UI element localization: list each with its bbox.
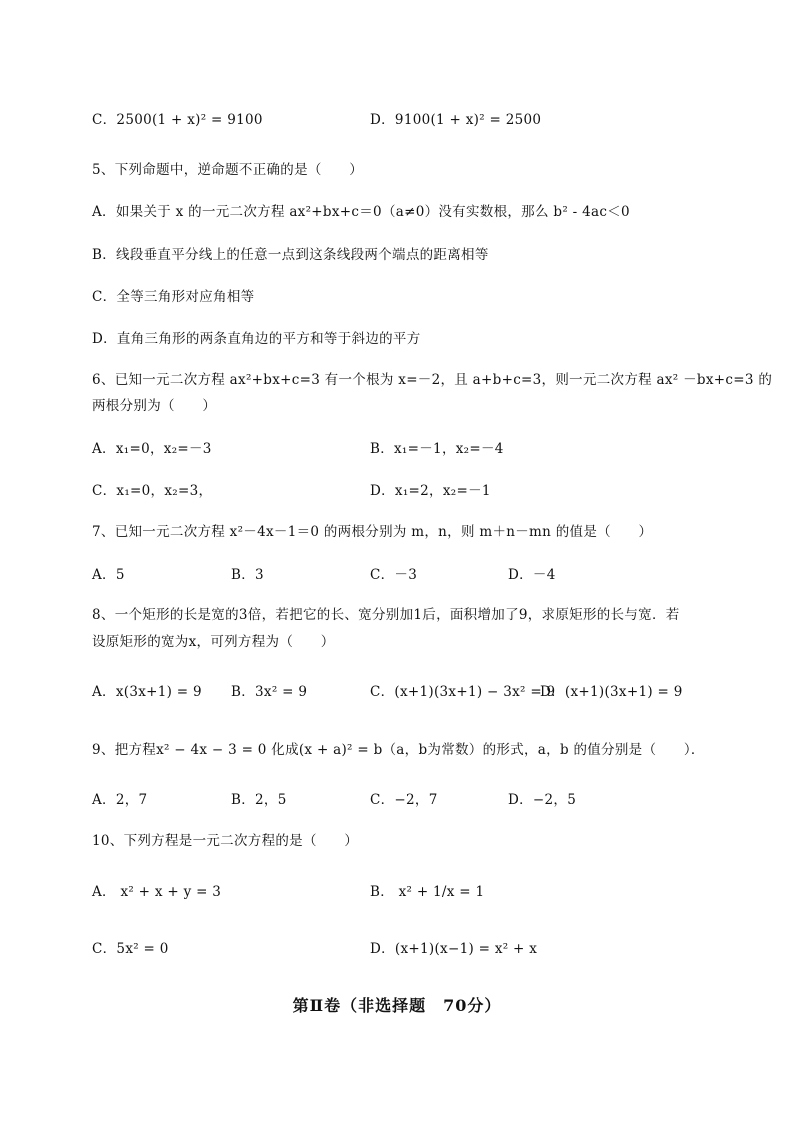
q5-option-c: C．全等三角形对应角相等 [92, 289, 255, 305]
q10-option-c: C．5x² = 0 [92, 941, 169, 957]
q10-option-d: D．(x+1)(x−1) = x² + x [370, 941, 538, 957]
q10-option-b: B． x² + 1/x = 1 [370, 884, 485, 900]
q8-option-c: C．(x+1)(3x+1) − 3x² = 9 [370, 684, 556, 700]
q9-stem: 9、把方程x² − 4x − 3 = 0 化成(x + a)² = b（a，b为常数）的形式，a，b 的值分别是（ ）． [92, 742, 705, 758]
q4-option-d: D．9100(1 + x)² = 2500 [370, 112, 542, 128]
q5-option-d: D．直角三角形的两条直角边的平方和等于斜边的平方 [92, 331, 421, 347]
section-heading: 第Ⅱ卷（非选择题 70分） [292, 996, 502, 1015]
q5-stem: 5、下列命题中，逆命题不正确的是（ ） [92, 162, 364, 178]
q8-stem-line2: 设原矩形的宽为x，可列方程为（ ） [92, 634, 335, 650]
q8-option-d: D．(x+1)(3x+1) = 9 [540, 684, 683, 700]
q8-option-a: A．x(3x+1) = 9 [92, 684, 202, 700]
q5-option-b: B．线段垂直平分线上的任意一点到这条线段两个端点的距离相等 [92, 247, 489, 263]
q7-option-c: C．－3 [370, 567, 418, 583]
q9-option-b: B．2，5 [231, 792, 287, 808]
q9-option-a: A．2，7 [92, 792, 148, 808]
q8-stem-line1: 8、一个矩形的长是宽的3倍，若把它的长、宽分别加1后，面积增加了9，求原矩形的长与宽．若 [92, 607, 680, 623]
q6-option-b: B．x₁=－1，x₂=－4 [370, 441, 504, 457]
q5-option-a: A．如果关于 x 的一元二次方程 ax²+bx+c＝0（a≠0）没有实数根，那么 b² - 4ac＜0 [92, 204, 630, 220]
q6-option-c: C．x₁=0，x₂=3， [92, 483, 213, 499]
q10-option-a: A． x² + x + y = 3 [92, 884, 222, 900]
q6-stem-line1: 6、已知一元二次方程 ax²+bx+c=3 有一个根为 x=－2，且 a+b+c=3，则一元二次方程 ax² －bx+c=3 的 [92, 372, 773, 388]
q10-stem: 10、下列方程是一元二次方程的是（ ） [92, 833, 359, 849]
q6-stem-line2: 两根分别为（ ） [92, 398, 217, 414]
q9-option-d: D．−2，5 [508, 792, 577, 808]
q6-option-d: D．x₁=2，x₂=－1 [370, 483, 491, 499]
q7-option-b: B．3 [231, 567, 264, 583]
q6-option-a: A．x₁=0，x₂=－3 [92, 441, 212, 457]
q7-stem: 7、已知一元二次方程 x²－4x－1＝0 的两根分别为 m，n，则 m＋n－mn 的值是（ ） [92, 524, 653, 540]
q9-option-c: C．−2，7 [370, 792, 438, 808]
q7-option-a: A．5 [92, 567, 125, 583]
q8-option-b: B．3x² = 9 [231, 684, 308, 700]
q4-option-c: C．2500(1 + x)² = 9100 [92, 112, 263, 128]
q7-option-d: D．－4 [508, 567, 556, 583]
